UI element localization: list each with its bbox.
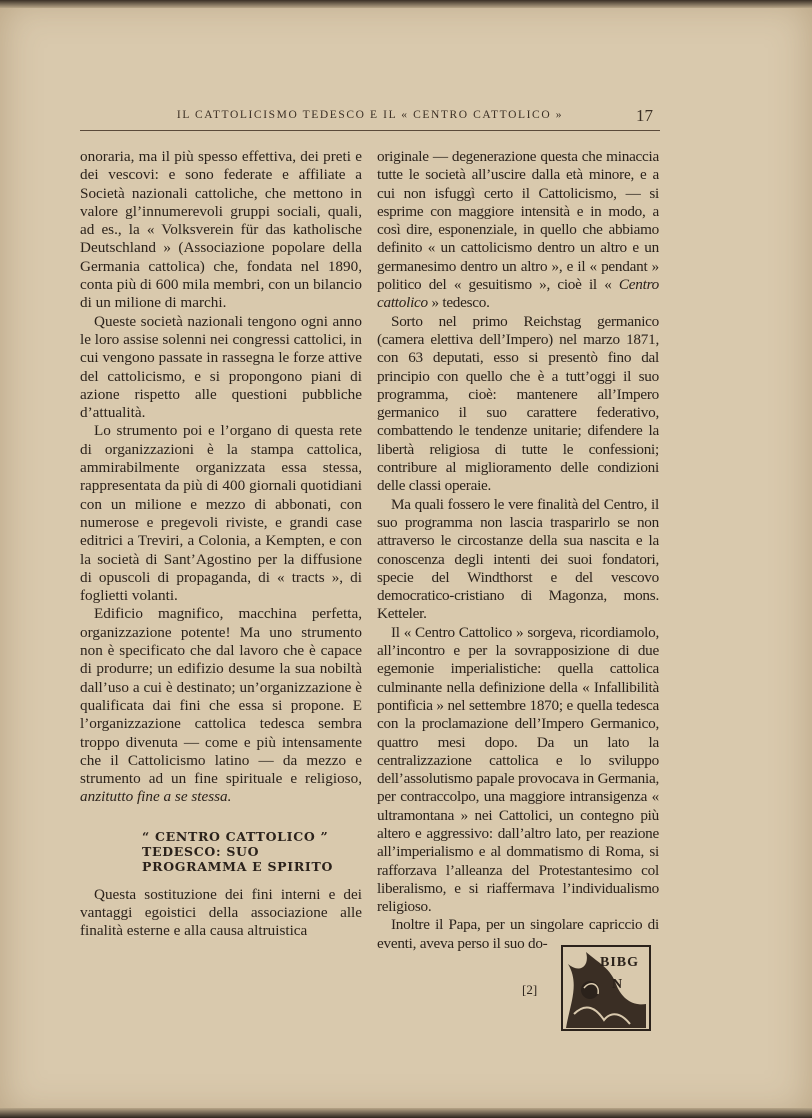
paragraph-text: Edificio magnifico, macchina perfetta, organizzazione potente! Ma uno strumento non è specificato che dal lavoro che è capace di produrre; un edifizio desume la sua nobiltà dall’uso a cui è destinato; un’organizzazione è qualificata dai fini che essa si propone. E l’organizzazione cattolica tedesca sembra troppo divenuta — come e più intensamente che il Cattolicismo latino — da mezzo e strumento ad un fine spirituale e religioso, [80, 605, 362, 788]
svg-text:BIBG: BIBG [600, 955, 640, 970]
signature-mark: [2] [522, 982, 538, 997]
paragraph: Lo strumento poi e l’organo di questa rete di organizzazioni è la stampa cattolica, ammirabilmente organizzata essa stessa, rappresentata da più di 400 giornali quotidiani con un milione e mezzo di abbonati, con numerose e pregevoli riviste, e grandi case editrici a Treviri, a Colonia, a Kempten, e con la società di Sant’Agostino per la diffusione di opuscoli di propaganda, di « tracts », di foglietti volanti. [80, 422, 362, 605]
page-top-edge [0, 0, 812, 8]
paragraph: Questa sostituzione dei fini interni e dei vantaggi egoistici della associazione alle finalità esterne e alla causa altruistica [80, 885, 362, 940]
paragraph: Inoltre il Papa, per un singolare capriccio di eventi, aveva perso il suo do- [377, 916, 659, 952]
paragraph: Sorto nel primo Reichstag germanico (camera elettiva dell’Impero) nel marzo 1871, con 63 deputati, esso si presentò fino dal principio con quello che è a tutt’oggi il suo programma, cioè: mantenere all’Impero germanico il suo carattere federativo, combattendo le tendenze unitarie; difendere la libertà religiosa di tutte le confessioni; contribure al miglioramento delle condizioni delle classi operaie. [377, 312, 659, 495]
paragraph [80, 605, 362, 806]
header-rule [80, 130, 660, 131]
paragraph: Queste società nazionali tengono ogni anno le loro assise solenni nei congressi cattolici, in cui vengono passate in rassegna le forze attive del cattolicismo, e si propongono piani di azione rispetto alle questioni pubbliche d’attualità. [80, 312, 362, 422]
paragraph: Il « Centro Cattolico » sorgeva, ricordiamolo, all’incontro e per la sovrapposizione di due egemonie imperialistiche: quella cattolica culminante nella definizione della « Infallibilità pontificia » nel settembre 1870; e quella tedesca con la proclamazione dell’Impero Germanico, quattro mesi dopo. Da un lato la centralizzazione cattolica e lo sviluppo dell’assolutismo papale provocava in Germania, per contraccolpo, una maggiore intransigenza « ultramontana » nei Cattolici, un contegno più altero e aggressivo: dall’altro lato, per reazione all’imperialismo e al dommatismo di Roma, si rafforzava l’alleanza del Protestantesimo col liberalismo, e si riaffermava l’individualismo religioso. [377, 623, 659, 916]
paragraph: onoraria, ma il più spesso effettiva, dei preti e dei vescovi: e sono federate e affiliate a Società nazionali cattoliche, che mettono in valore gl’innumerevoli gruppi sociali, quali, ad es., la « Volksverein für das katholische Deutschland » (Associazione popolare della Germania cattolica) che, fondata nel 1890, conta più di 600 mila membri, con un bilancio di un milione di marchi. [80, 148, 362, 312]
paragraph [377, 148, 659, 313]
page-number: 17 [636, 106, 653, 125]
italic-phrase: Centro cattolico [377, 276, 660, 312]
svg-text:N: N [612, 977, 623, 992]
section-heading: “ CENTRO CATTOLICO ” TEDESCO: SUO PROGRAMMA E SPIRITO [142, 828, 334, 874]
paragraph-text: » tedesco. [431, 294, 490, 312]
paragraph: Ma quali fossero le vere finalità del Centro, il suo programma non lascia trasparirlo se non attraverso le circostanze della sua nascita e la conoscenza degli intenti dei suoi fondatori, specie del Windthorst e del vescovo democratico-cristiano di Magonza, mons. Ketteler. [377, 495, 659, 623]
paragraph-text: originale — degenerazione questa che minaccia tutte le società all’uscire dalla età minore, e a cui non isfuggì certo il Cattolicismo, — si esprime con maggiore intensità e in modo, a così dire, esponenziale, in quello che abbiamo definito « un cattolicismo dentro un altro e un germanesimo dentro un altro », e il « pendant » politico del « gesuitismo », cioè il « [377, 148, 659, 294]
library-stamp-icon [560, 944, 652, 1032]
left-column [80, 148, 362, 941]
italic-phrase: anzitutto fine a se stessa. [80, 788, 232, 806]
page-bottom-edge [0, 1108, 812, 1118]
right-column [377, 148, 659, 953]
running-head: IL CATTOLICISMO TEDESCO E IL « CENTRO CATTOLICO » [176, 109, 564, 121]
